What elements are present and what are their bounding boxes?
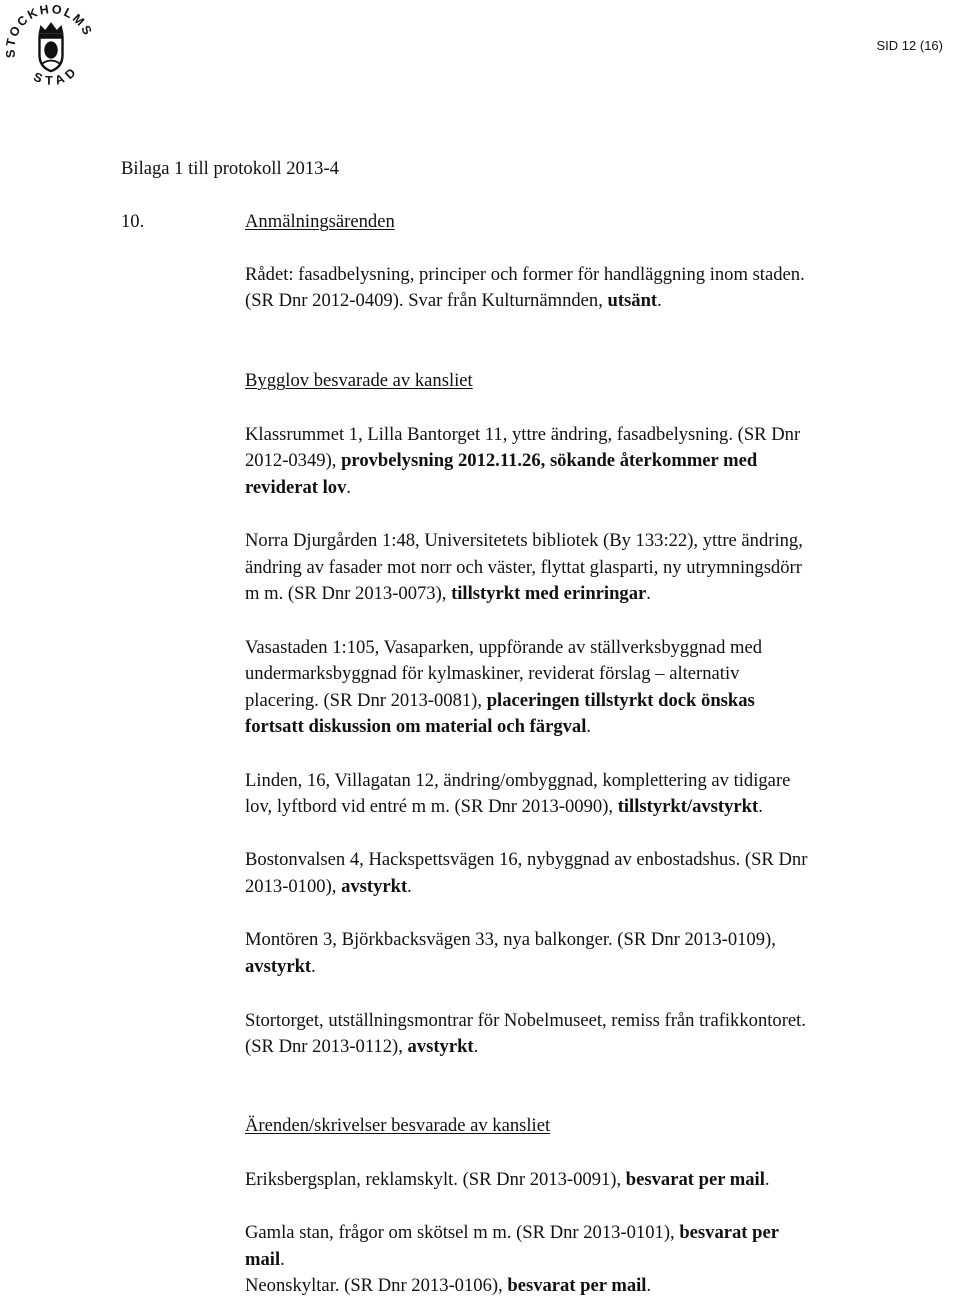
bygglov-item-klassrummet: Klassrummet 1, Lilla Bantorget 11, yttre ändring, fasadbelysning. (SR Dnr — [245, 424, 801, 445]
bygglov-item-bostonvalsen: Bostonvalsen 4, Hackspettsvägen 16, nybyggnad av enbostadshus. (SR Dnr — [245, 849, 808, 870]
bygglov-item-bostonvalsen-l2: 2013-0100), avstyrkt. — [245, 876, 412, 897]
bygglov-item-linden-l2: lov, lyftbord vid entré m m. (SR Dnr 2013-0090), tillstyrkt/avstyrkt. — [245, 796, 763, 817]
bygglov-item-montoren: Montören 3, Björkbacksvägen 33, nya balkonger. (SR Dnr 2013-0109), — [245, 929, 776, 950]
arenden-heading: Ärenden/skrivelser besvarade av kansliet — [245, 1115, 551, 1136]
svg-text:STOCKHOLMS: STOCKHOLMS — [3, 2, 96, 59]
bygglov-item-vasastaden-l3: placering. (SR Dnr 2013-0081), placeringen tillstyrkt dock önskas — [245, 690, 755, 711]
bygglov-item-linden: Linden, 16, Villagatan 12, ändring/ombyggnad, komplettering av tidigare — [245, 770, 791, 791]
bygglov-item-norra-djurgarden-l2: ändring av fasader mot norr och väster, flyttat glasparti, ny utrymningsdörr — [245, 557, 802, 578]
bygglov-item-norra-djurgarden: Norra Djurgården 1:48, Universitetets bibliotek (By 133:22), yttre ändring, — [245, 530, 803, 551]
bygglov-item-vasastaden-l4: fortsatt diskussion om material och färgval. — [245, 716, 592, 737]
bygglov-item-stortorget: Stortorget, utställningsmontrar för Nobelmuseet, remiss från trafikkontoret. — [245, 1010, 806, 1031]
page-number: SID 12 (16) — [876, 38, 943, 53]
arenden-item-gamla-stan-l2: mail. — [245, 1249, 285, 1270]
bygglov-item-norra-djurgarden-l3: m m. (SR Dnr 2013-0073), tillstyrkt med erinringar. — [245, 583, 651, 604]
bygglov-item-vasastaden-l2: undermarksbyggnad för kylmaskiner, reviderat förslag – alternativ — [245, 663, 740, 684]
stockholms-stad-logo-icon — [2, 2, 100, 98]
arenden-item-eriksbergsplan: Eriksbergsplan, reklamskylt. (SR Dnr 2013-0091), besvarat per mail. — [245, 1169, 770, 1190]
bygglov-item-klassrummet-l3: reviderat lov. — [245, 477, 352, 498]
attachment-title: Bilaga 1 till protokoll 2013-4 — [121, 158, 339, 179]
section-number: 10. — [121, 211, 145, 232]
bygglov-item-stortorget-l2: (SR Dnr 2013-0112), avstyrkt. — [245, 1036, 479, 1057]
raadet-line-2: (SR Dnr 2012-0409). Svar från Kulturnämnden, utsänt. — [245, 290, 662, 311]
bygglov-item-klassrummet-l2: 2012-0349), provbelysning 2012.11.26, sökande återkommer med — [245, 450, 758, 471]
svg-text:STAD: STAD — [31, 62, 82, 88]
raadet-line-1: Rådet: fasadbelysning, principer och former för handläggning inom staden. — [245, 264, 805, 285]
section-title: Anmälningsärenden — [245, 211, 395, 232]
arenden-item-neonskyltar: Neonskyltar. (SR Dnr 2013-0106), besvarat per mail. — [245, 1275, 652, 1296]
arenden-item-gamla-stan: Gamla stan, frågor om skötsel m m. (SR Dnr 2013-0101), besvarat per — [245, 1222, 779, 1243]
bygglov-heading: Bygglov besvarade av kansliet — [245, 370, 473, 391]
bygglov-item-montoren-l2: avstyrkt. — [245, 956, 316, 977]
bygglov-item-vasastaden: Vasastaden 1:105, Vasaparken, uppförande av ställverksbyggnad med — [245, 637, 763, 658]
